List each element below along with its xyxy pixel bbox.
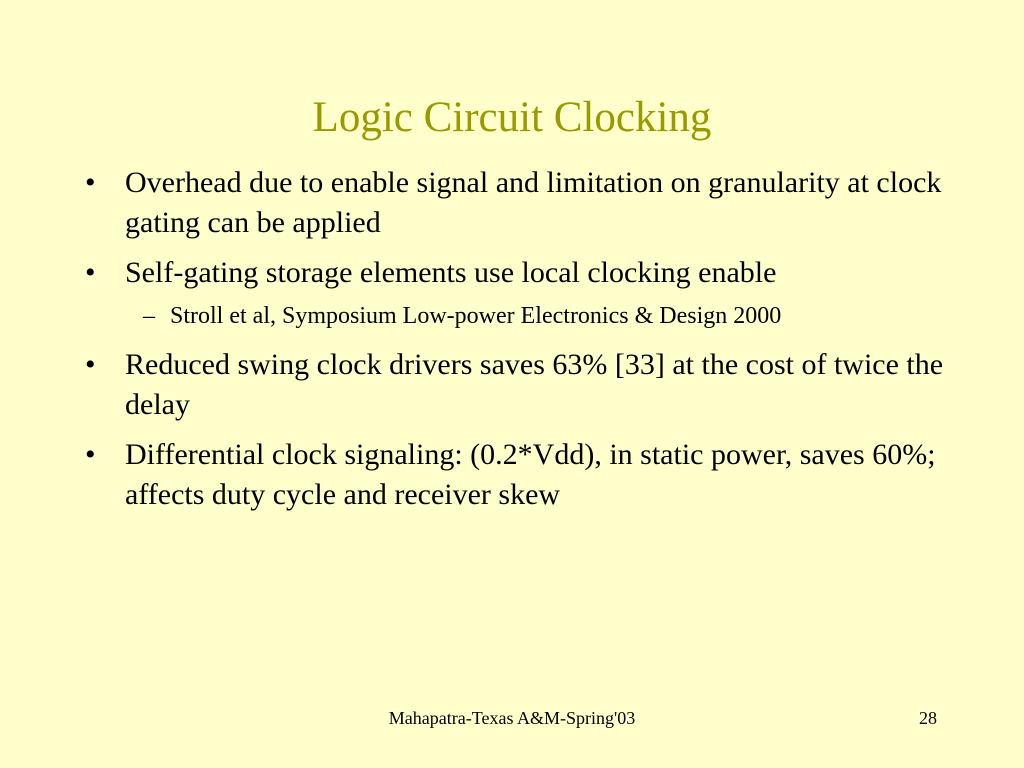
bullet-text: Reduced swing clock drivers saves 63% [33] at the cost of twice the delay	[125, 348, 944, 421]
footer-text: Mahapatra-Texas A&M-Spring'03	[388, 708, 636, 728]
dash-icon: –	[143, 303, 155, 329]
bullet-item	[85, 435, 945, 515]
bullet-text: Overhead due to enable signal and limitation on granularity at clock gating can be applied	[125, 166, 942, 239]
slide-title: Logic Circuit Clocking	[312, 94, 712, 141]
page-number: 28	[919, 708, 937, 728]
bullet-item	[85, 163, 945, 243]
bullet-text: Self-gating storage elements use local clocking enable	[125, 256, 777, 289]
bullet-icon: •	[85, 256, 96, 289]
sub-bullet-item	[85, 301, 945, 331]
bullet-icon: •	[85, 348, 96, 381]
bullet-item	[85, 345, 945, 425]
bullet-icon: •	[85, 166, 96, 199]
sub-bullet-text: Stroll et al, Symposium Low-power Electronics & Design 2000	[170, 303, 782, 329]
bullet-list	[85, 163, 945, 525]
bullet-icon: •	[85, 438, 96, 471]
bullet-text: Differential clock signaling: (0.2*Vdd), in static power, saves 60%; affects duty cycle and receiver skew	[125, 438, 936, 511]
bullet-item	[85, 253, 945, 293]
